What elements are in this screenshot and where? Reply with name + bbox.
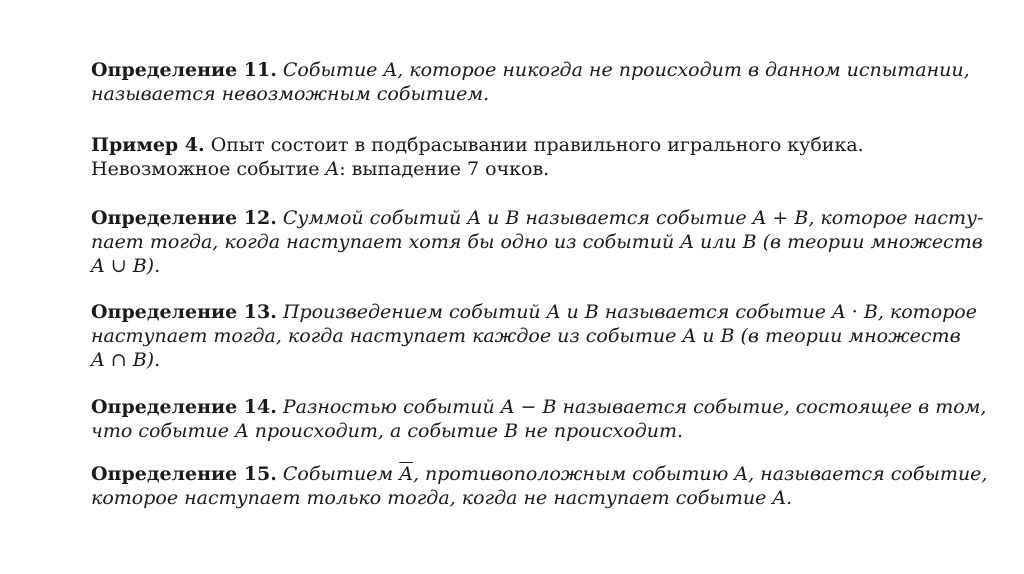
definition-15-line-2: которое наступает только тогда, когда не наступает событие A.: [91, 487, 793, 509]
definition-14-label: Определение 14.: [91, 396, 277, 418]
example-4-label: Пример 4.: [91, 134, 205, 156]
complement-event-symbol: $\overline{A}$: [399, 463, 413, 485]
definition-14: [91, 395, 987, 443]
definition-12-line-1: [91, 206, 984, 230]
definition-11: [91, 58, 970, 106]
example-4-line-1: [91, 133, 941, 157]
definition-13-line-1: [91, 300, 977, 324]
example-4-text: Опыт состоит в подбрасывании правильного игрального кубика.: [210, 134, 864, 156]
definition-15-label: Определение 15.: [91, 463, 277, 485]
definition-13-line-3: A ∩ B).: [91, 349, 161, 371]
definition-15-text-post: , противоположным событию A, называется событие,: [412, 463, 988, 485]
example-4-line-2: [91, 157, 941, 181]
definition-15-text-pre: Событием: [282, 463, 400, 485]
definition-14-text: Разностью событий A − B называется событие, состоящее в том,: [282, 396, 987, 418]
definition-14-line-1: [91, 395, 987, 419]
definition-12: [91, 206, 984, 278]
example-4-line-2-post: : выпадение 7 очков.: [339, 158, 550, 180]
definition-15-line-1: [91, 462, 988, 486]
definition-13-text: Произведением событий A и B называется событие A · B, которое: [282, 301, 977, 323]
definition-12-label: Определение 12.: [91, 207, 277, 229]
definition-11-text: Событие A, которое никогда не происходит в данном испытании,: [282, 59, 970, 81]
definition-13-label: Определение 13.: [91, 301, 277, 323]
definition-11-label: Определение 11.: [91, 59, 277, 81]
definition-13: [91, 300, 977, 372]
definition-12-line-3: A ∪ B).: [91, 255, 161, 277]
example-4: [91, 133, 941, 181]
definition-11-line-2: называется невозможным событием.: [91, 83, 490, 105]
example-4-line-2-pre: Невозможное событие: [91, 158, 326, 180]
definition-15-text: [283, 463, 988, 485]
definition-14-line-2: что событие A происходит, а событие B не происходит.: [91, 420, 684, 442]
definition-11-line-1: [91, 58, 970, 82]
example-4-variable: A: [325, 158, 340, 180]
definition-13-line-2: наступает тогда, когда наступает каждое из событие A и B (в теории множеств: [91, 325, 961, 347]
definition-12-line-2: пает тогда, когда наступает хотя бы одно из событий A или B (в теории множеств: [91, 231, 983, 253]
definition-15: [91, 462, 988, 510]
definition-12-text: Суммой событий A и B называется событие A + B, которое насту-: [282, 207, 984, 229]
